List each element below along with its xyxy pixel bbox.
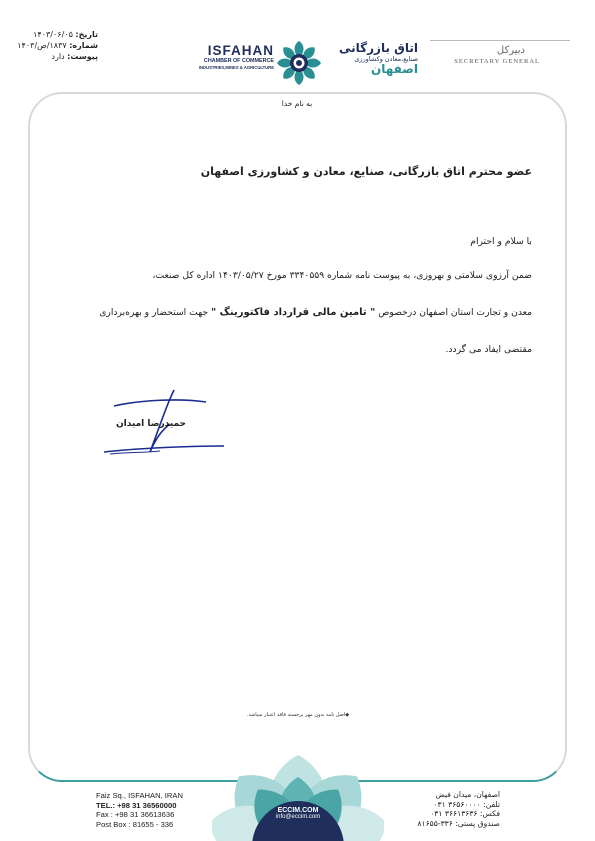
secretariat-block <box>430 40 570 65</box>
attachment-label: پیوست: <box>67 52 98 61</box>
logo-english <box>178 44 274 71</box>
footer-flower-icon <box>212 752 384 841</box>
fax-en: Fax : +98 31 36613636 <box>96 810 175 819</box>
number-label: شماره: <box>69 41 98 50</box>
body-line-2-post: جهت استحضار و بهره‌برداری <box>99 307 209 318</box>
site-url: ECCIM.COM <box>277 807 319 814</box>
attachment-value: دارد <box>51 52 65 61</box>
pobox-en: Post Box : 81655 - 336 <box>96 819 174 829</box>
body-line-2 <box>60 306 532 320</box>
greeting-line: با سلام و احترام <box>470 236 532 247</box>
logo-en-line2: INDUSTRIES,MINES & AGRICULTURE <box>198 65 274 70</box>
secretariat-fa: دبیرکل <box>496 45 525 56</box>
secretariat-en: SECRETARY GENERAL <box>454 58 540 65</box>
logo-fa-city: اصفهان <box>370 62 418 76</box>
number-value: ۱۸۳۷/ص/۱۴۰۳ <box>17 41 67 50</box>
footer-website <box>262 807 334 820</box>
date-label: تاریخ: <box>75 30 98 39</box>
address-en: Faiz Sq., ISFAHAN, IRAN <box>96 791 183 800</box>
recipient-line: عضو محترم اتاق بازرگانی، صنایع، معادن و کشاورزی اصفهان <box>200 165 532 178</box>
signatory-name: حمیدرضا امیدان <box>115 419 187 429</box>
pobox-fa: صندوق پستی: ۳۳۶-۸۱۶۵۵ <box>417 818 500 828</box>
logo-fa-sub: صنایع،معادن وکشاورزی <box>354 55 418 63</box>
logo-fa-main: اتاق بازرگانی <box>339 41 418 55</box>
tel-fa: تلفن: ۳۶۵۶۰۰۰۰ ۰۳۱ <box>433 799 500 809</box>
date-value: ۱۴۰۳/۰۶/۰۵ <box>33 30 73 39</box>
validity-note: ◆اصل نامه بدون مهر برجسته فاقد اعتبار میباشد. <box>246 712 350 718</box>
logo-persian <box>326 42 418 76</box>
chamber-emblem-icon <box>274 38 324 88</box>
fax-fa: فکس: ۳۶۶۱۳۶۳۶ ۰۳۱ <box>430 809 500 818</box>
body-line-3: مقتضی ایفاد می گردد. <box>445 344 532 355</box>
basmala: به نام خدا <box>281 99 313 108</box>
logo-en-main: ISFAHAN <box>207 43 274 58</box>
letter-meta <box>8 30 98 61</box>
logo-en-line1: CHAMBER OF COMMERCE <box>203 58 274 64</box>
body-line-1: ضمن آرزوی سلامتی و بهروزی، به پیوست نامه شماره ۳۳۴۰۵۵۹ مورخ ۱۴۰۳/۰۵/۲۷ اداره کل صنعت، <box>152 270 532 281</box>
body-line-2-subject: " تامین مالی قرارداد فاکتورینگ " <box>210 307 376 318</box>
body-line-2-pre: معدن و تجارت استان اصفهان درخصوص <box>378 307 532 318</box>
footer-contact-fa <box>400 790 500 828</box>
address-fa: اصفهان، میدان فیض <box>435 790 500 799</box>
footer-contact-en <box>96 791 206 829</box>
site-email: info@eccim.com <box>275 814 321 820</box>
tel-en: TEL.: +98 31 36560000 <box>96 800 177 810</box>
